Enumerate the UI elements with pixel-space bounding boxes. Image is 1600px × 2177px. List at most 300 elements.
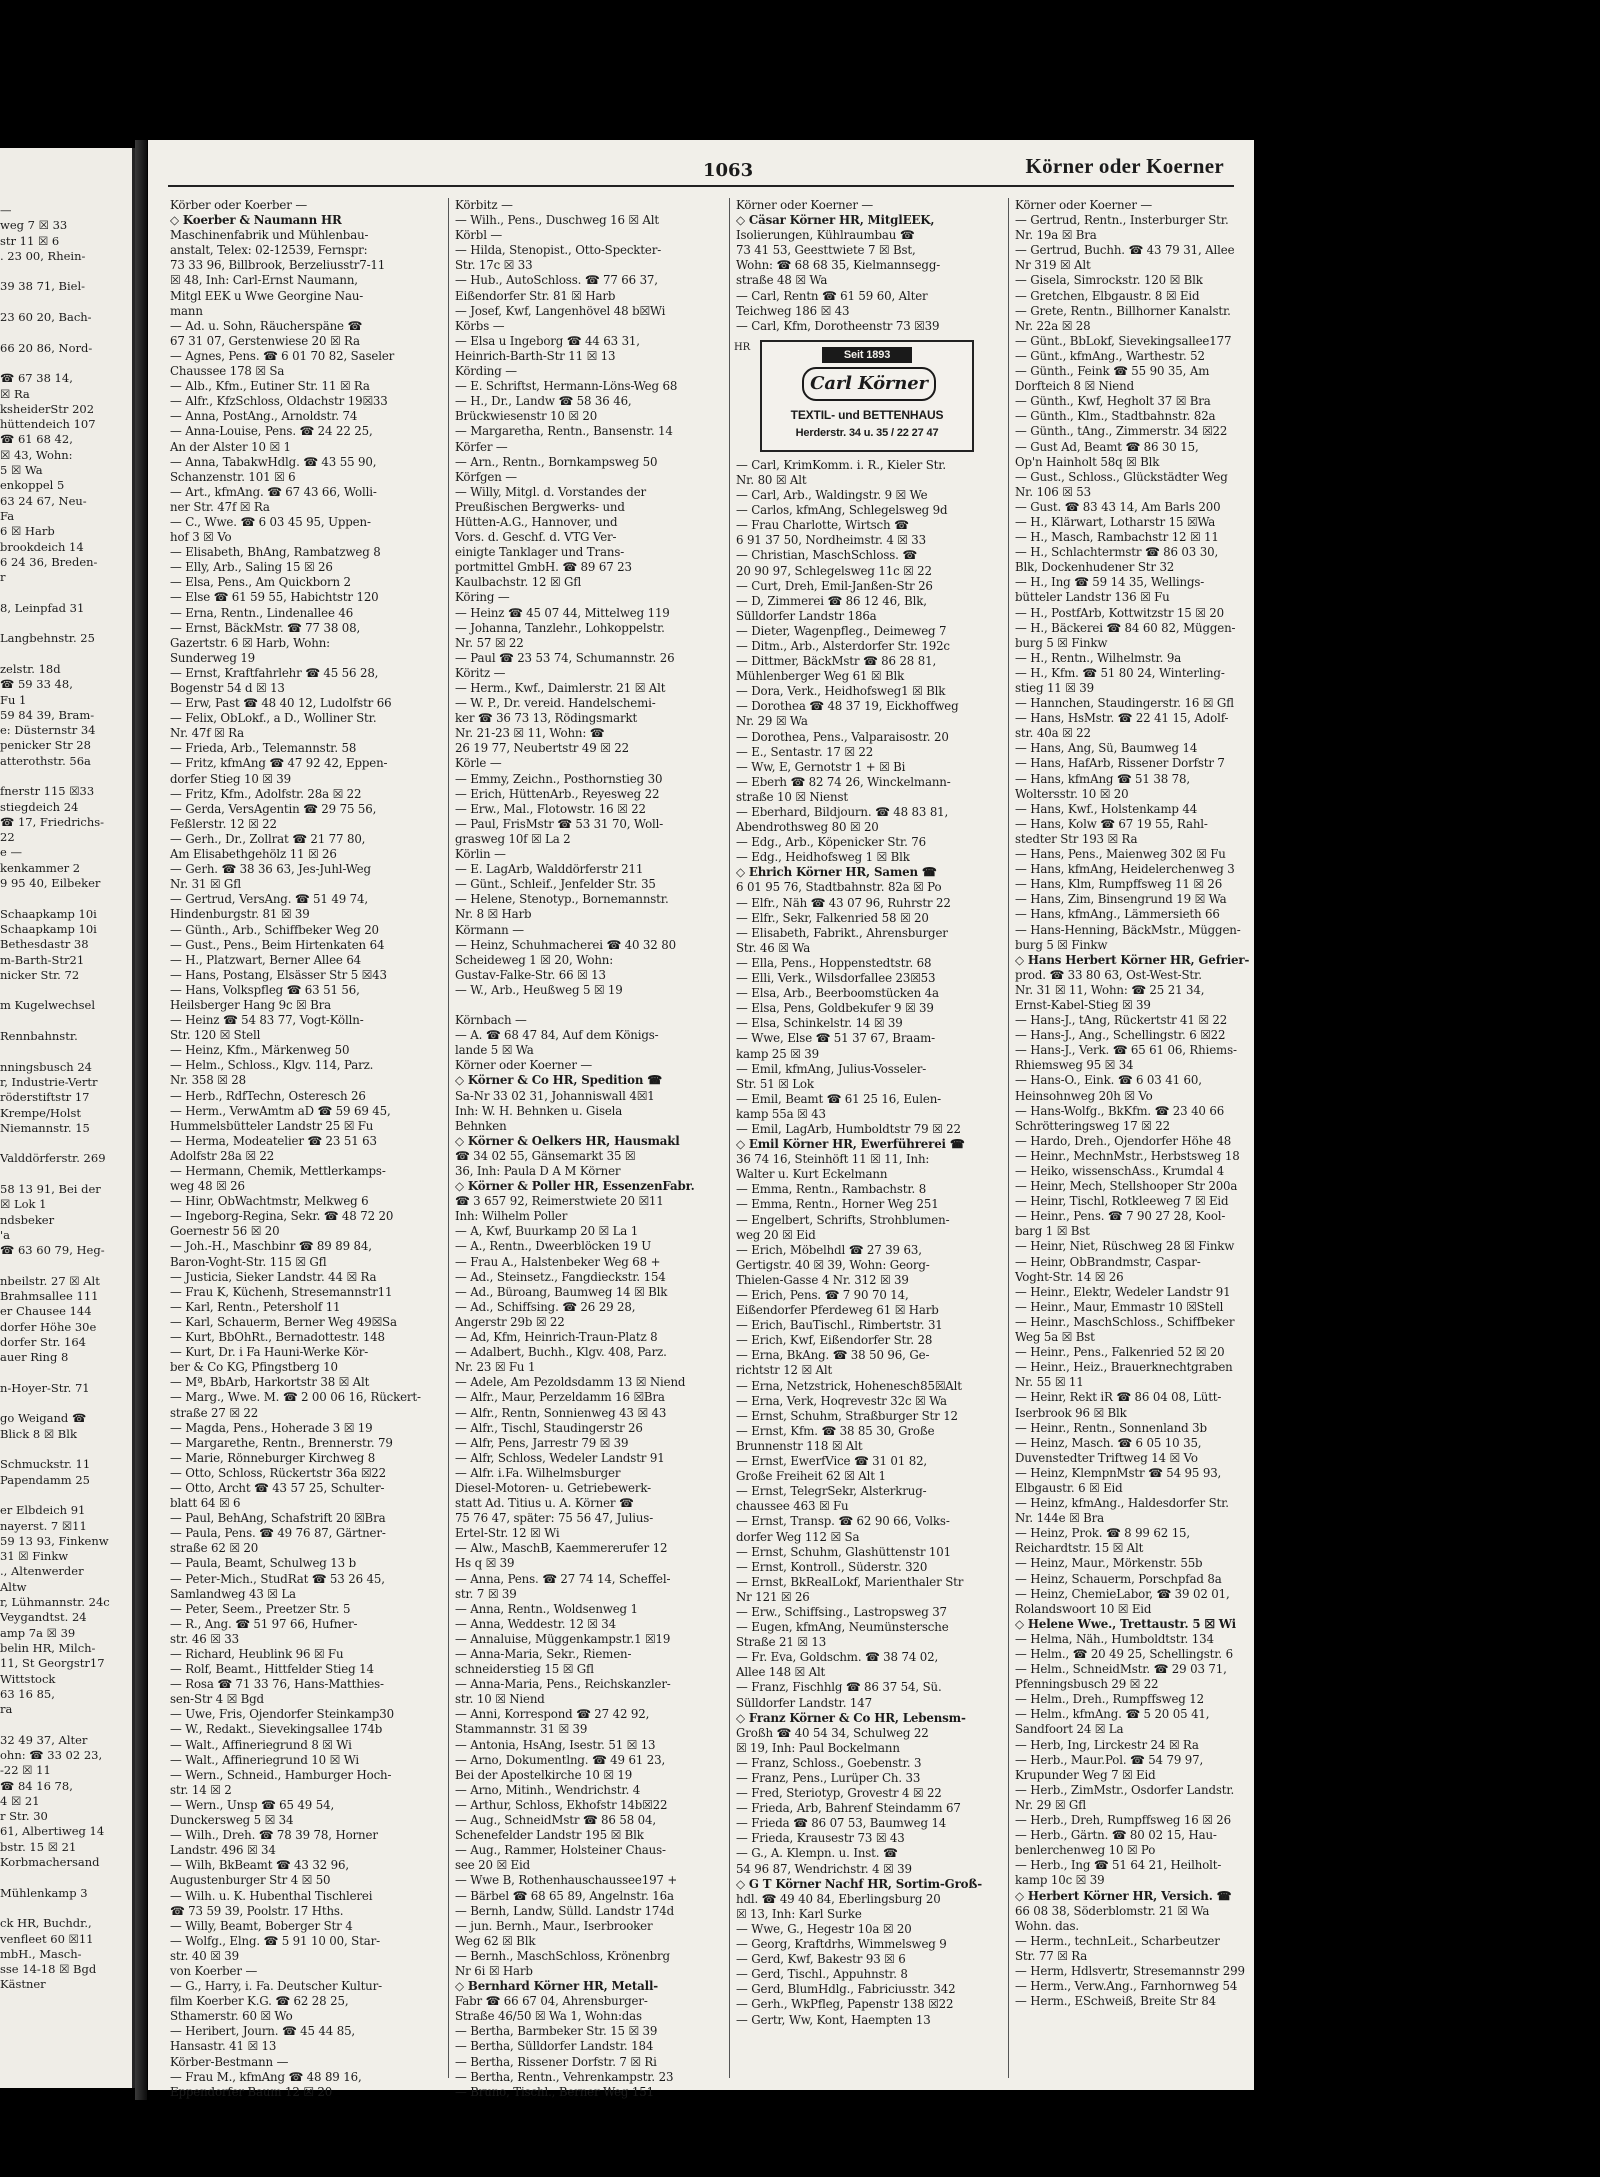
facing-page-line xyxy=(0,1044,132,1059)
facing-page-line: 32 49 37, Alter xyxy=(0,1732,88,1747)
directory-entry-line: — Hans-J., Ang., Schellingstr. 6 ☒22 xyxy=(1015,1028,1226,1043)
directory-entry-line: — Herb., ZimMstr., Osdorfer Landstr. xyxy=(1015,1782,1235,1797)
directory-entry-line: — Gertrud, Rentn., Insterburger Str. xyxy=(1015,213,1229,228)
facing-page-line: ☎ 84 16 78, xyxy=(0,1778,73,1793)
directory-entry-line: Eißendorfer Pferdeweg 61 ☒ Harb xyxy=(736,1303,939,1318)
directory-entry-line: — Heinz, kfmAng., Haldesdorfer Str. xyxy=(1015,1496,1229,1511)
directory-entry-line: — Heinz ☎ 45 07 44, Mittelweg 119 xyxy=(455,605,670,620)
directory-entry-line: — Günth., tAng., Zimmerstr. 34 ☒22 xyxy=(1015,424,1228,439)
directory-entry-line: Heinsohnweg 20h ☒ Vo xyxy=(1015,1088,1153,1103)
directory-entry-line: — Wilh. u. K. Hubenthal Tischlerei xyxy=(170,1888,373,1903)
directory-entry-line: — Hans, Volkspfleg ☎ 63 51 56, xyxy=(170,982,360,997)
directory-entry-line: ◇ G T Körner Nachf HR, Sortim-Groß- xyxy=(736,1876,982,1891)
directory-entry-line: — jun. Bernh., Maur., Iserbrooker xyxy=(455,1918,653,1933)
directory-entry-line: Nr. 144e ☒ Bra xyxy=(1015,1511,1104,1526)
directory-entry-line: — Ernst, Kontroll., Süderstr. 320 xyxy=(736,1559,928,1574)
directory-entry-line: — Erna, Rentn., Lindenallee 46 xyxy=(170,605,354,620)
facing-page-line: enkoppel 5 xyxy=(0,478,65,493)
directory-entry-line: Schanzenstr. 101 ☒ 6 xyxy=(170,469,296,484)
directory-entry-line: 75 76 47, später: 75 56 47, Julius- xyxy=(455,1511,654,1526)
directory-entry-line: Walter u. Kurt Eckelmann xyxy=(736,1167,888,1182)
directory-entry-line: straße 62 ☒ 20 xyxy=(170,1541,259,1556)
facing-page-line xyxy=(0,891,132,906)
directory-entry-line: — Dora, Verk., Heidhofsweg1 ☒ Blk xyxy=(736,684,946,699)
directory-entry-line: — Ad. u. Sohn, Räucherspäne ☎ xyxy=(170,318,363,333)
directory-entry-line: — Helma, Näh., Humboldtstr. 134 xyxy=(1015,1631,1214,1646)
directory-entry-line: — Elly, Arb., Saling 15 ☒ 26 xyxy=(170,560,333,575)
facing-page-line: Fu 1 xyxy=(0,692,27,707)
directory-entry-line: Isolierungen, Kühlraumbau ☎ xyxy=(736,228,915,243)
directory-entry-line: — Ditm., Arb., Alsterdorfer Str. 192c xyxy=(736,638,950,653)
facing-page-line: nningsbusch 24 xyxy=(0,1059,92,1074)
directory-entry-line: — Eberhard, Bildjourn. ☎ 48 83 81, xyxy=(736,805,949,819)
facing-page-line: ohn: ☎ 33 02 23, xyxy=(0,1747,103,1762)
directory-entry-line: str. 7 ☒ 39 xyxy=(455,1586,517,1601)
facing-page-line: ☒ 43, Wohn: xyxy=(0,447,73,462)
directory-entry-line: — Elli, Verk., Wilsdorfallee 23☒53 xyxy=(736,971,936,986)
column-4 xyxy=(1008,198,1250,2078)
directory-entry-line: — Carl, Kfm, Dorotheenstr 73 ☒39 xyxy=(736,318,940,333)
directory-entry-line: mann xyxy=(170,303,203,318)
directory-entry-line: Nr. 31 ☒ 11, Wohn: ☎ 25 21 34, xyxy=(1015,982,1205,997)
directory-entry-line: — Frieda, Krausestr 73 ☒ 43 xyxy=(736,1831,905,1846)
directory-entry-line: — Ernst, Schuhm, Glashüttenstr 101 xyxy=(736,1544,951,1559)
directory-entry-line: — Ad., Schiffsing. ☎ 26 29 28, xyxy=(455,1299,636,1314)
directory-entry-line: Adolfstr 28a ☒ 22 xyxy=(170,1148,275,1163)
directory-entry-line: — Herb., Gärtn. ☎ 80 02 15, Hau- xyxy=(1015,1828,1217,1843)
directory-entry-line: Blk, Dockenhudener Str 32 xyxy=(1015,560,1175,575)
directory-entry-line: — Anna, PostAng., Arnoldstr. 74 xyxy=(170,409,358,424)
directory-entry-line: 20 90 97, Schlegelsweg 11c ☒ 22 xyxy=(736,563,932,578)
facing-page-line: Brahmsallee 111 xyxy=(0,1289,99,1304)
directory-entry-line: — Ernst, EwerfVice ☎ 31 01 82, xyxy=(736,1454,928,1469)
directory-entry-line: str. 14 ☒ 2 xyxy=(170,1782,232,1797)
directory-entry-line: — A. ☎ 68 47 84, Auf dem Königs- xyxy=(455,1028,659,1043)
directory-entry-line: — Wolfg., Elng. ☎ 5 91 10 00, Star- xyxy=(170,1933,380,1948)
directory-entry-line: — Fred, Steriotyp, Grovestr 4 ☒ 22 xyxy=(736,1786,942,1801)
directory-entry-line: — Ad., Steinsetz., Fangdieckstr. 154 xyxy=(455,1269,666,1284)
directory-entry-line: — Hans, Ang, Sü, Baumweg 14 xyxy=(1015,741,1198,756)
facing-page-line: Krempe/Holst xyxy=(0,1105,81,1120)
directory-entry-line: — Elfr., Sekr, Falkenried 58 ☒ 20 xyxy=(736,910,929,925)
directory-entry-line: — Gerd, Kwf, Bakestr 93 ☒ 6 xyxy=(736,1952,906,1967)
directory-entry-line: Nr. 80 ☒ Alt xyxy=(736,472,807,487)
facing-page-line: ☎ 63 60 79, Heg- xyxy=(0,1243,105,1258)
directory-entry-line: — Elisabeth, Fabrikt., Ahrensburger xyxy=(736,925,948,940)
facing-page-line: r, Industrie-Vertr xyxy=(0,1074,98,1089)
facing-page-line: str 11 ☒ 6 xyxy=(0,233,60,248)
directory-entry-line: — Carl, Rentn ☎ 61 59 60, Alter xyxy=(736,288,928,303)
directory-entry-line: — Arn., Rentn., Bornkampsweg 50 xyxy=(455,454,658,469)
directory-entry-line: 73 33 96, Billbrook, Berzeliusstr7-11 xyxy=(170,258,386,273)
directory-entry-line: — Heinr, Mech, Stellshooper Str 200a xyxy=(1015,1179,1238,1194)
directory-entry-line: — Anna-Maria, Sekr., Riemen- xyxy=(455,1647,632,1661)
directory-entry-line: — G., A. Klempn. u. Inst. ☎ xyxy=(736,1846,898,1861)
directory-entry-line: — Alfr., Rentn, Sonnienweg 43 ☒ 43 xyxy=(455,1405,667,1420)
directory-entry-line: — W., Arb., Heußweg 5 ☒ 19 xyxy=(455,982,623,997)
directory-entry-line: — Heinr., Elektr, Wedeler Landstr 91 xyxy=(1015,1284,1231,1299)
directory-entry-line: Körfgen — xyxy=(455,469,517,484)
directory-entry-line: Scheideweg 1 ☒ 20, Wohn: xyxy=(455,952,614,967)
directory-entry-line: dorfer Weg 112 ☒ Sa xyxy=(736,1529,860,1544)
facing-page-line xyxy=(0,1488,132,1503)
directory-entry-line: — Hardo, Dreh., Ojendorfer Höhe 48 xyxy=(1015,1133,1232,1148)
directory-entry-line: Preußischen Bergwerks- und xyxy=(455,499,625,514)
directory-entry-line: — Frieda, Arb, Bahrenf Steindamm 67 xyxy=(736,1801,961,1816)
facing-page-line: -22 ☒ 11 xyxy=(0,1763,51,1778)
directory-entry-line: — Erw, Past ☎ 48 40 12, Ludolfstr 66 xyxy=(170,696,392,711)
facing-page-line xyxy=(0,295,132,310)
directory-entry-line: — Paul ☎ 23 53 74, Schumannstr. 26 xyxy=(455,650,675,665)
directory-entry-line: — Hans, Postang, Elsässer Str 5 ☒43 xyxy=(170,967,387,982)
directory-entry-line: Nr. 31 ☒ Gfl xyxy=(170,877,242,892)
directory-entry-line: Körfer — xyxy=(455,439,508,454)
directory-entry-line: — Herm., VerwAmtm aD ☎ 59 69 45, xyxy=(170,1103,391,1118)
directory-entry-line: — Walt., Affineriegrund 10 ☒ Wi xyxy=(170,1752,360,1767)
directory-entry-line: Teichweg 186 ☒ 43 xyxy=(736,303,850,318)
facing-page-line: r xyxy=(0,570,6,585)
directory-entry-line: Nr. 21-23 ☒ 11, Wohn: ☎ xyxy=(455,726,605,741)
directory-entry-line: — Herb., Ing ☎ 51 64 21, Heilholt- xyxy=(1015,1858,1222,1873)
directory-entry-line: Körber-Bestmann — xyxy=(170,2054,289,2069)
facing-page-line: r, Lühmannstr. 24c xyxy=(0,1595,110,1610)
directory-entry-line: — Elfr., Näh ☎ 43 07 96, Ruhrstr 22 xyxy=(736,895,951,910)
directory-entry-line: statt Ad. Titius u. A. Körner ☎ xyxy=(455,1496,634,1511)
directory-entry-line: — G., Harry, i. Fa. Deutscher Kultur- xyxy=(170,1979,382,1994)
directory-entry-line: 36 74 16, Steinhöft 11 ☒ 11, Inh: xyxy=(736,1152,930,1167)
directory-entry-line: — Herb., Dreh, Rumpffsweg 16 ☒ 26 xyxy=(1015,1813,1231,1828)
directory-entry-line: — Dittmer, BäckMstr ☎ 86 28 81, xyxy=(736,654,937,669)
directory-entry-line: — Hinr, ObWachtmstr, Melkweg 6 xyxy=(170,1194,369,1209)
directory-entry-line: — Kurt, BbOhRt., Bernadottestr. 148 xyxy=(170,1330,385,1345)
book-gutter xyxy=(135,140,147,2100)
directory-entry-line: — Wilh, BkBeamt ☎ 43 32 96, xyxy=(170,1858,349,1873)
directory-entry-line: Nr. 106 ☒ 53 xyxy=(1015,484,1091,499)
directory-entry-line: Körnbach — xyxy=(455,1013,527,1028)
directory-entry-line: — Franz, Pens., Lurüper Ch. 33 xyxy=(736,1771,921,1785)
facing-page-line: 66 20 86, Nord- xyxy=(0,340,93,355)
directory-entry-line: — Bernh., MaschSchloss, Krönenbrg xyxy=(455,1948,670,1963)
directory-entry-line: — Art., kfmAng. ☎ 67 43 66, Wolli- xyxy=(170,484,377,499)
facing-page-line: 6 ☒ Harb xyxy=(0,524,55,539)
directory-entry-line: — Gerh., Dr., Zollrat ☎ 21 77 80, xyxy=(170,831,366,846)
directory-entry-line: Augustenburger Str 4 ☒ 50 xyxy=(170,1873,331,1888)
directory-entry-line: — W., Redakt., Sievekingsallee 174b xyxy=(170,1722,383,1737)
directory-entry-line: — Frieda ☎ 86 07 53, Baumweg 14 xyxy=(736,1816,947,1831)
directory-entry-line: Elbgaustr. 6 ☒ Eid xyxy=(1015,1480,1123,1495)
directory-entry-line: kamp 25 ☒ 39 xyxy=(736,1046,819,1061)
facing-page-line: ☎ 67 38 14, xyxy=(0,371,73,386)
directory-entry-line: — Ella, Pens., Hoppenstedtstr. 68 xyxy=(736,955,932,970)
directory-entry-line: Duvenstedter Triftweg 14 ☒ Vo xyxy=(1015,1450,1198,1465)
directory-entry-line: An der Alster 10 ☒ 1 xyxy=(170,439,291,454)
directory-entry-line: 66 08 38, Söderblomstr. 21 ☒ Wa xyxy=(1015,1903,1210,1918)
directory-entry-line: — Heinr., Heiz., Brauerknechtgraben xyxy=(1015,1360,1233,1375)
directory-entry-line: ◇ Körner & Oelkers HR, Hausmakl xyxy=(455,1133,680,1148)
facing-page-line: e: Düsternstr 34 xyxy=(0,723,96,738)
facing-page-line: 4 ☒ 21 xyxy=(0,1793,40,1808)
directory-entry-line: straße 10 ☒ Nienst xyxy=(736,789,848,804)
directory-entry-line: — Günth., Klm., Stadtbahnstr. 82a xyxy=(1015,409,1216,424)
directory-entry-line: Sandfoort 24 ☒ La xyxy=(1015,1722,1124,1737)
ad-hr-mark: HR xyxy=(734,341,750,353)
directory-entry-line: — Heinz, Maur., Mörkenstr. 55b xyxy=(1015,1556,1203,1571)
directory-entry-line: — H., Rentn., Wilhelmstr. 9a xyxy=(1015,650,1182,665)
directory-entry-line: Schenefelder Landstr 195 ☒ Blk xyxy=(455,1828,644,1843)
facing-page-line: Valddörferstr. 269 xyxy=(0,1151,106,1166)
directory-entry-line: — Helm., ☎ 20 49 25, Schellingstr. 6 xyxy=(1015,1647,1233,1661)
facing-page-line xyxy=(0,1901,132,1916)
directory-entry-line: — Hans-Wolfg., BkKfm. ☎ 23 40 66 xyxy=(1015,1103,1225,1118)
directory-entry-line: ☎ 3 657 92, Reimerstwiete 20 ☒11 xyxy=(455,1194,664,1209)
directory-entry-line: — Carlos, kfmAng, Schlegelsweg 9d xyxy=(736,503,948,518)
directory-entry-line: ☒ 48, Inh: Carl-Ernst Naumann, xyxy=(170,273,358,288)
facing-page-line xyxy=(0,647,132,662)
directory-entry-line: hdl. ☎ 49 40 84, Eberlingsburg 20 xyxy=(736,1891,941,1906)
directory-entry-line: — Gerh., WkPfleg, Papenstr 138 ☒22 xyxy=(736,1997,954,2012)
facing-page-line xyxy=(0,616,132,631)
directory-entry-line: Feßlerstr. 12 ☒ 22 xyxy=(170,816,277,831)
directory-entry-line: Landstr. 496 ☒ 34 xyxy=(170,1843,276,1858)
directory-entry-line: chaussee 463 ☒ Fu xyxy=(736,1499,849,1514)
directory-entry-line: — Emmy, Zeichn., Posthornstieg 30 xyxy=(455,771,663,786)
directory-entry-line xyxy=(455,998,723,1013)
directory-entry-line: Stammannstr. 31 ☒ 39 xyxy=(455,1722,588,1737)
directory-entry-line: — Ad, Kfm, Heinrich-Traun-Platz 8 xyxy=(455,1330,658,1345)
directory-entry-line: blatt 64 ☒ 6 xyxy=(170,1496,241,1511)
directory-entry-line: — H., Bäckerei ☎ 84 60 82, Müggen- xyxy=(1015,620,1236,635)
directory-entry-line: ☒ 19, Inh: Paul Bockelmann xyxy=(736,1740,900,1755)
directory-entry-line: str. 10 ☒ Niend xyxy=(455,1692,545,1707)
directory-entry-line: Hütten-A.G., Hannover, und xyxy=(455,514,618,529)
directory-entry-line: ber & Co KG, Pfingstberg 10 xyxy=(170,1360,338,1375)
directory-entry-line: str. 46 ☒ 33 xyxy=(170,1631,239,1646)
directory-entry-line: Reichardtstr. 15 ☒ Alt xyxy=(1015,1541,1144,1556)
directory-entry-line: lande 5 ☒ Wa xyxy=(455,1043,534,1058)
directory-entry-line: — Elisabeth, BhAng, Rambatzweg 8 xyxy=(170,545,381,560)
directory-entry-line: — Herb., RdfTechn, Osteresch 26 xyxy=(170,1088,366,1103)
facing-page-line: stiegdeich 24 xyxy=(0,799,79,814)
directory-entry-line: — Peter, Seem., Preetzer Str. 5 xyxy=(170,1601,351,1616)
carl-koerner-advertisement xyxy=(760,340,974,452)
directory-entry-line: Op'n Hainholt 58q ☒ Blk xyxy=(1015,454,1160,469)
directory-entry-line: — Wwe B, Rothenhauschaussee197 + xyxy=(455,1873,678,1888)
facing-page-line xyxy=(0,1717,132,1732)
directory-entry-line: — Hans, Pens., Maienweg 302 ☒ Fu xyxy=(1015,847,1226,862)
facing-page-line: fnerstr 115 ☒33 xyxy=(0,784,95,799)
directory-entry-line: — Gust. ☎ 83 43 14, Am Barls 200 xyxy=(1015,499,1221,514)
directory-entry-line: Inh: W. H. Behnken u. Gisela xyxy=(455,1103,623,1118)
facing-page-line: 5 ☒ Wa xyxy=(0,463,43,478)
directory-entry-line: — Hub., AutoSchloss. ☎ 77 66 37, xyxy=(455,273,658,288)
directory-entry-line: schneiderstieg 15 ☒ Gfl xyxy=(455,1662,594,1677)
facing-page-line: ., Altenwerder xyxy=(0,1564,84,1579)
facing-page-line xyxy=(0,1396,132,1411)
directory-entry-line: — Bertha, Rissener Dorfstr. 7 ☒ Ri xyxy=(455,2054,657,2069)
directory-entry-line: — Hans, Zim, Binsengrund 19 ☒ Wa xyxy=(1015,892,1227,907)
directory-entry-line: Nr. 23 ☒ Fu 1 xyxy=(455,1360,536,1375)
directory-entry-line: — Josef, Kwf, Langenhövel 48 b☒Wi xyxy=(455,303,666,318)
directory-entry-line: straße 48 ☒ Wa xyxy=(736,273,828,288)
directory-entry-line: — Erich, HüttenArb., Reyesweg 22 xyxy=(455,786,660,801)
directory-entry-line: Nr. 55 ☒ 11 xyxy=(1015,1375,1084,1390)
directory-entry-line: straße 27 ☒ 22 xyxy=(170,1405,259,1420)
directory-entry-line: Straße 21 ☒ 13 xyxy=(736,1635,827,1650)
column-3-top-entries xyxy=(736,198,1002,334)
facing-page-line: 63 24 67, Neu- xyxy=(0,493,87,508)
directory-entry-line: kamp 55a ☒ 43 xyxy=(736,1106,826,1121)
directory-entry-line: — Herb., Maur.Pol. ☎ 54 79 97, xyxy=(1015,1752,1204,1767)
directory-entry-line: — Heinr., MechnMstr., Herbstsweg 18 xyxy=(1015,1148,1240,1163)
directory-entry-line: — H., Platzwart, Berner Allee 64 xyxy=(170,952,362,967)
directory-entry-line: — Wwe, G., Hegestr 10a ☒ 20 xyxy=(736,1921,912,1936)
directory-entry-line: — Erich, Pens. ☎ 7 90 70 14, xyxy=(736,1288,909,1302)
directory-entry-line: Diesel-Motoren- u. Getriebewerk- xyxy=(455,1480,652,1495)
directory-entry-line: — Heinz, Schuhmacherei ☎ 40 32 80 xyxy=(455,937,676,952)
directory-entry-line: ◇ Körner & Poller HR, EssenzenFabr. xyxy=(455,1179,695,1194)
facing-page-line: dorfer Höhe 30e xyxy=(0,1319,97,1334)
directory-entry-line: — Gust., Pens., Beim Hirtenkaten 64 xyxy=(170,937,385,952)
directory-entry-line: Nr 319 ☒ Alt xyxy=(1015,258,1091,273)
directory-entry-line: — Ernst, Kfm. ☎ 38 85 30, Große xyxy=(736,1423,935,1438)
facing-page-line xyxy=(0,1366,132,1381)
facing-page-line: 22 xyxy=(0,830,15,845)
facing-page-line xyxy=(0,325,132,340)
directory-entry-line: Nr. 47f ☒ Ra xyxy=(170,726,245,741)
directory-entry-line: — Emil, kfmAng, Julius-Vosseler- xyxy=(736,1061,927,1076)
directory-entry-line: — Arno, Dokumentlng. ☎ 49 61 23, xyxy=(455,1752,666,1767)
directory-entry-line: — Elsa u Ingeborg ☎ 44 63 31, xyxy=(455,333,640,348)
directory-entry-line: Köritz — xyxy=(455,665,506,680)
directory-entry-line: Körner oder Koerner — xyxy=(1015,198,1153,212)
directory-entry-line: Großh ☎ 40 54 34, Schulweg 22 xyxy=(736,1725,929,1740)
directory-entry-line: — Ad., Büroang, Baumweg 14 ☒ Blk xyxy=(455,1284,668,1299)
facing-page-text xyxy=(0,203,132,1993)
directory-entry-line: — Aug., SchneidMstr ☎ 86 58 04, xyxy=(455,1813,656,1828)
directory-entry-line: Körlin — xyxy=(455,847,506,862)
facing-page-line: m-Barth-Str21 xyxy=(0,952,85,967)
directory-entry-line: Str. 51 ☒ Lok xyxy=(736,1076,814,1091)
directory-entry-line: Nr. 8 ☒ Harb xyxy=(455,907,532,922)
facing-page-line: mbH., Masch- xyxy=(0,1946,82,1961)
directory-entry-line: — Peter-Mich., StudRat ☎ 53 26 45, xyxy=(170,1571,385,1586)
page-number: 1063 xyxy=(703,160,754,181)
facing-page-line: nbeilstr. 27 ☒ Alt xyxy=(0,1273,100,1288)
directory-entry-line: — Magda, Pens., Hoherade 3 ☒ 19 xyxy=(170,1420,373,1435)
directory-entry-line: von Koerber — xyxy=(170,1963,258,1978)
directory-entry-line: — Heinz, Prok. ☎ 8 99 62 15, xyxy=(1015,1526,1191,1541)
directory-entry-line: — Gertr, Ww, Kont, Haempten 13 xyxy=(736,2012,931,2027)
directory-entry-line: — D, Zimmerei ☎ 86 12 46, Blk, xyxy=(736,593,927,608)
directory-entry-line: bütteler Landstr 136 ☒ Fu xyxy=(1015,590,1170,605)
directory-entry-line: Heilsberger Hang 9c ☒ Bra xyxy=(170,997,331,1012)
directory-entry-line: — Anna-Maria, Pens., Reichskanzler- xyxy=(455,1677,671,1692)
directory-entry-line: — Walt., Affineriegrund 8 ☒ Wi xyxy=(170,1737,352,1752)
directory-entry-line: — R., Ang. ☎ 51 97 66, Hufner- xyxy=(170,1616,358,1631)
directory-entry-line: ◇ Körner & Co HR, Spedition ☎ xyxy=(455,1073,662,1088)
facing-page-fragment xyxy=(0,148,135,2088)
directory-entry-line: richtstr 12 ☒ Alt xyxy=(736,1363,833,1378)
facing-page-line: 39 38 71, Biel- xyxy=(0,279,86,294)
directory-entry-line: Str. 17c ☒ 33 xyxy=(455,258,533,273)
directory-entry-line: Bogenstr 54 d ☒ 13 xyxy=(170,681,285,695)
directory-entry-line: — E., Sentastr. 17 ☒ 22 xyxy=(736,744,874,759)
directory-entry-line: — Otto, Schloss, Rückertstr 36a ☒22 xyxy=(170,1465,386,1480)
directory-entry-line: — Erna, Netzstrick, Hohenesch85☒Alt xyxy=(736,1378,962,1393)
directory-entry-line: — Alfr., KfzSchloss, Oldachstr 19☒33 xyxy=(170,394,388,409)
directory-entry-line: Baron-Voght-Str. 115 ☒ Gfl xyxy=(170,1254,327,1269)
directory-entry-line: — Alw., MaschB, Kaemmererufer 12 xyxy=(455,1541,668,1556)
directory-entry-line: — Gust., Schloss., Glückstädter Weg xyxy=(1015,469,1228,484)
directory-entry-line: — Alfr., Tischl, Staudingerstr 26 xyxy=(455,1420,643,1435)
facing-page-line: 9 95 40, Eilbeker xyxy=(0,876,101,891)
directory-entry-line: — Günth., Feink ☎ 55 90 35, Am xyxy=(1015,364,1210,379)
directory-entry-line: anstalt, Telex: 02-12539, Fernspr: xyxy=(170,243,368,258)
directory-entry-line: — Heinz, Masch. ☎ 6 05 10 35, xyxy=(1015,1435,1202,1450)
directory-entry-line: — Margaretha, Rentn., Bansenstr. 14 xyxy=(455,424,673,439)
facing-page-line xyxy=(0,264,132,279)
directory-entry-line: — Else ☎ 61 59 55, Habichtstr 120 xyxy=(170,590,379,605)
facing-page-line: penicker Str 28 xyxy=(0,738,91,753)
directory-entry-line: Nr. 22a ☒ 28 xyxy=(1015,318,1091,333)
directory-entry-line: — Ernst, BkRealLokf, Marienthaler Str xyxy=(736,1574,964,1589)
directory-entry-line: einigte Tanklager und Trans- xyxy=(455,545,625,560)
directory-entry-line: weg 20 ☒ Eid xyxy=(736,1227,816,1242)
directory-entry-line: — Dorothea ☎ 48 37 19, Eickhoffweg xyxy=(736,699,959,714)
directory-entry-line: — H., Klärwart, Lotharstr 15 ☒Wa xyxy=(1015,514,1216,529)
directory-entry-line: ker ☎ 36 73 13, Rödingsmarkt xyxy=(455,711,638,726)
directory-entry-line: Wohn. das. xyxy=(1015,1918,1080,1933)
directory-entry-line: — Hans-O., Eink. ☎ 6 03 41 60, xyxy=(1015,1073,1202,1088)
directory-entry-line: — Alfr. i.Fa. Wilhelmsburger xyxy=(455,1465,621,1480)
facing-page-line: Papendamm 25 xyxy=(0,1472,90,1487)
directory-entry-line: — Wilh., Pens., Duschweg 16 ☒ Alt xyxy=(455,213,660,228)
directory-entry-line: — Erna, BkAng. ☎ 38 50 96, Ge- xyxy=(736,1348,930,1363)
directory-entry-line: Sülldorfer Landstr. 147 xyxy=(736,1695,872,1710)
directory-entry-line: Str. 46 ☒ Wa xyxy=(736,940,811,955)
facing-page-line: m Kugelwechsel xyxy=(0,998,96,1013)
directory-entry-line: — E. LagArb, Walddörferstr 211 xyxy=(455,862,644,877)
facing-page-line: auer Ring 8 xyxy=(0,1350,69,1365)
directory-entry-line: 36, Inh: Paula D A M Körner xyxy=(455,1164,621,1178)
directory-entry-line: — Elsa, Schinkelstr. 14 ☒ 39 xyxy=(736,1016,903,1031)
directory-entry-line: portmittel GmbH. ☎ 89 67 23 xyxy=(455,560,632,575)
directory-entry-line: Samlandweg 43 ☒ La xyxy=(170,1586,296,1601)
directory-entry-line: — Heiko, wissenschAss., Krumdal 4 xyxy=(1015,1164,1224,1178)
directory-entry-line: — Anna, Weddestr. 12 ☒ 34 xyxy=(455,1616,617,1631)
directory-entry-line: grasweg 10f ☒ La 2 xyxy=(455,831,571,846)
directory-entry-line: — Bernh, Landw, Sülld. Landstr 174d xyxy=(455,1903,675,1918)
directory-entry-line: Pfenningsbusch 29 ☒ 22 xyxy=(1015,1677,1159,1692)
directory-entry-line: — H., Kfm. ☎ 51 80 24, Winterling- xyxy=(1015,665,1225,680)
facing-page-line: 61, Albertiweg 14 xyxy=(0,1824,105,1839)
directory-entry-line: — Gertrud, Buchh. ☎ 43 79 31, Allee xyxy=(1015,243,1235,258)
directory-entry-line: — Heinz, Schauerm, Porschpfad 8a xyxy=(1015,1571,1222,1586)
directory-entry-line: — Ernst, TelegrSekr, Alsterkrug- xyxy=(736,1484,927,1499)
directory-entry-line: — Aug., Rammer, Holsteiner Chaus- xyxy=(455,1843,666,1858)
directory-entry-line: Allee 148 ☒ Alt xyxy=(736,1665,826,1680)
directory-entry-line: Sunderweg 19 xyxy=(170,650,256,665)
directory-entry-line: Nr 6i ☒ Harb xyxy=(455,1963,533,1978)
directory-entry-line: — Bärbel ☎ 68 65 89, Angelnstr. 16a xyxy=(455,1888,674,1903)
directory-entry-line: prod. ☎ 33 80 63, Ost-West-Str. xyxy=(1015,967,1202,982)
directory-entry-line: Körbitz — xyxy=(455,198,513,212)
directory-entry-line: — Curt, Dreh, Emil-Janßen-Str 26 xyxy=(736,578,933,593)
directory-entry-line: — Gertrud, VersAng. ☎ 51 49 74, xyxy=(170,892,368,907)
directory-entry-line: — Ernst, BäckMstr. ☎ 77 38 08, xyxy=(170,620,361,635)
facing-page-line: atterothstr. 56a xyxy=(0,753,91,768)
facing-page-line xyxy=(0,1258,132,1273)
